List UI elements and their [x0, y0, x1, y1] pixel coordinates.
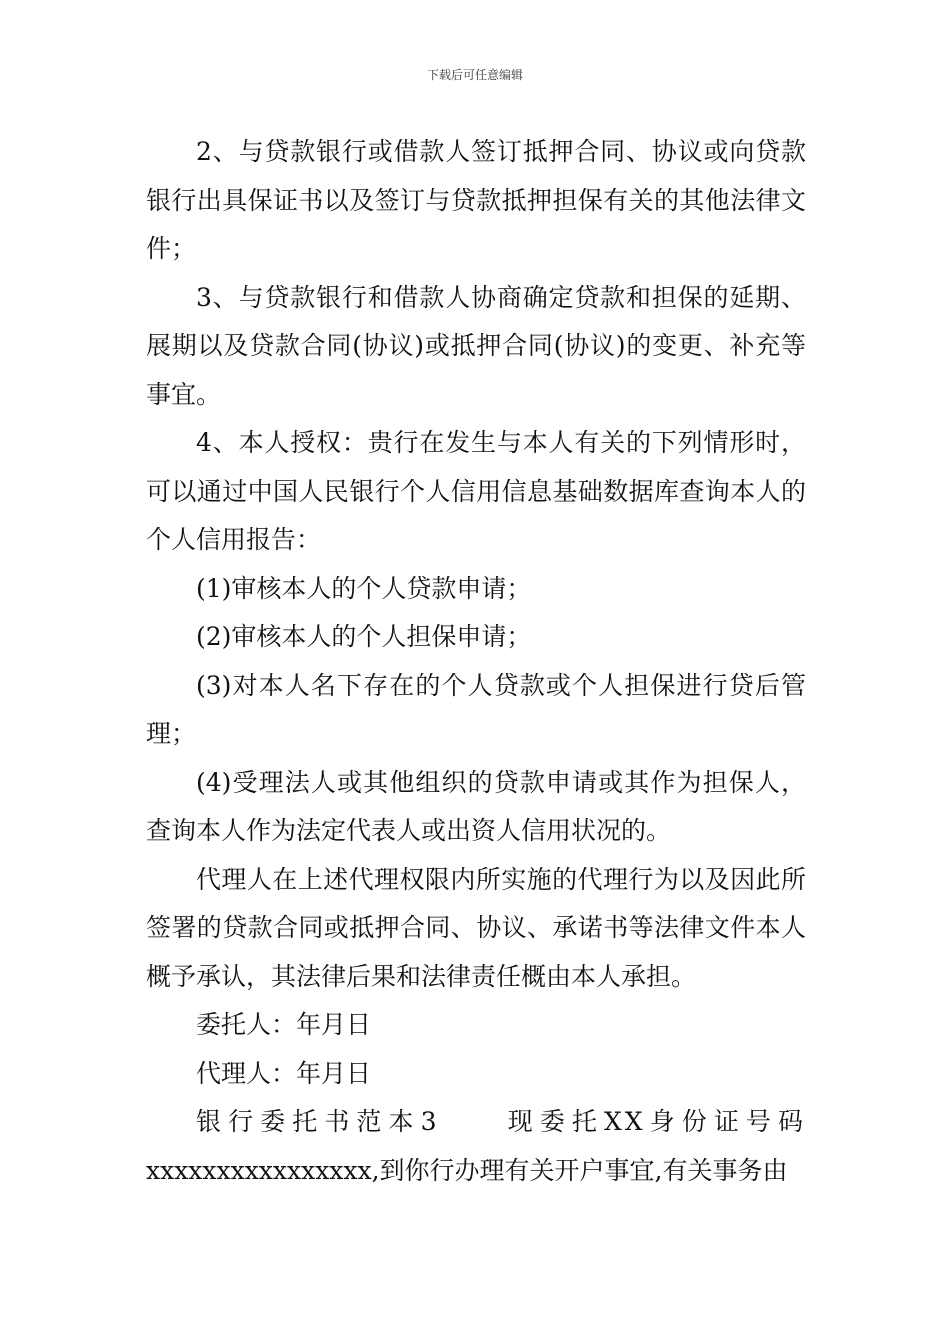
page-header-note: 下载后可任意编辑 [426, 68, 523, 82]
paragraph-subitem-1: (1)审核本人的个人贷款申请； [196, 573, 532, 603]
agent-signature-line: 代理人：年月日 [196, 1058, 372, 1088]
principal-signature-line: 委托人：年月日 [196, 1010, 372, 1039]
paragraph-item-3: 3、与贷款银行和借款人协商确定贷款和担保的延期、展期以及贷款合同(协议)或抵押合同(协议)的变更、补充等事宜。 [146, 282, 806, 409]
paragraph-subitem-4: (4)受理法人或其他组织的贷款申请或其作为担保人，查询本人作为法定代表人或出资人信用状况的。 [146, 767, 806, 845]
sample-title-line: 银行委托书范本3 现委托XX身份证号码 [196, 1107, 806, 1136]
paragraph-subitem-2: (2)审核本人的个人担保申请； [196, 622, 532, 651]
paragraph-item-2: 2、与贷款银行或借款人签订抵押合同、协议或向贷款银行出具保证书以及签订与贷款抵押担保有关的其他法律文件； [146, 137, 806, 263]
paragraph-item-4: 4、本人授权：贵行在发生与本人有关的下列情形时，可以通过中国人民银行个人信用信息基础数据库查询本人的个人信用报告： [146, 428, 806, 554]
paragraph-acknowledgement: 代理人在上述代理权限内所实施的代理行为以及因此所签署的贷款合同或抵押合同、协议、承诺书等法律文件本人概予承认，其法律后果和法律责任概由本人承担。 [146, 864, 806, 991]
paragraph-subitem-3: (3)对本人名下存在的个人贷款或个人担保进行贷后管理； [146, 670, 806, 748]
sample-body-line: xxxxxxxxxxxxxxxx,到你行办理有关开户事宜,有关事务由 [146, 1155, 788, 1185]
document-body [146, 128, 806, 1195]
